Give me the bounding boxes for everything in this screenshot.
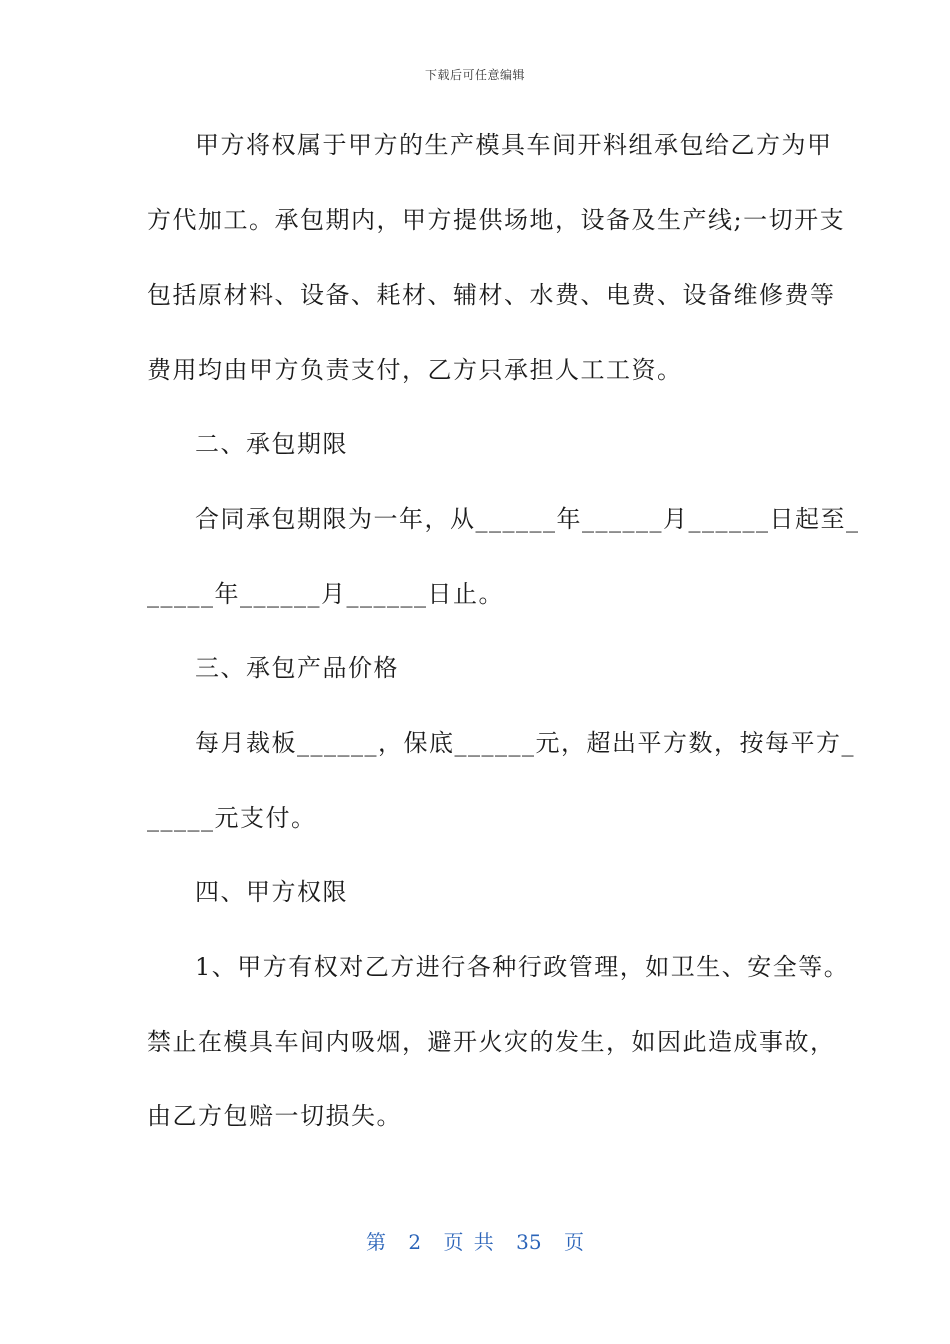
paragraph-line: _____元支付。 [147, 804, 317, 832]
paragraph-line: _____年______月______日止。 [147, 580, 504, 608]
paragraph-line: 包括原材料、设备、耗材、辅材、水费、电费、设备维修费等 [147, 281, 836, 309]
paragraph-line: 由乙方包赔一切损失。 [147, 1102, 402, 1130]
page-label-suffix: 页 [563, 1230, 584, 1254]
paragraph-line: 每月裁板______，保底______元，超出平方数，按每平方_ [195, 729, 855, 757]
page-total: 35 [516, 1230, 542, 1254]
page-footer [0, 1226, 950, 1255]
header-note: 下载后可任意编辑 [424, 68, 525, 82]
paragraph-line: 1、甲方有权对乙方进行各种行政管理，如卫生、安全等。 [195, 953, 850, 981]
page-label-mid: 页 共 [443, 1230, 494, 1254]
paragraph-line: 合同承包期限为一年，从______年______月______日起至_ [195, 505, 860, 533]
section-heading: 三、承包产品价格 [195, 654, 399, 682]
paragraph-line: 禁止在模具车间内吸烟，避开火灾的发生，如因此造成事故， [147, 1028, 836, 1056]
page-number: 2 [408, 1230, 422, 1254]
paragraph-line: 甲方将权属于甲方的生产模具车间开料组承包给乙方为甲 [195, 131, 833, 159]
paragraph-line: 方代加工。承包期内，甲方提供场地，设备及生产线;一切开支 [147, 206, 846, 234]
paragraph-line: 费用均由甲方负责支付，乙方只承担人工工资。 [147, 356, 683, 384]
section-heading: 四、甲方权限 [195, 878, 348, 906]
section-heading: 二、承包期限 [195, 430, 348, 458]
page-label-prefix: 第 [366, 1230, 386, 1254]
